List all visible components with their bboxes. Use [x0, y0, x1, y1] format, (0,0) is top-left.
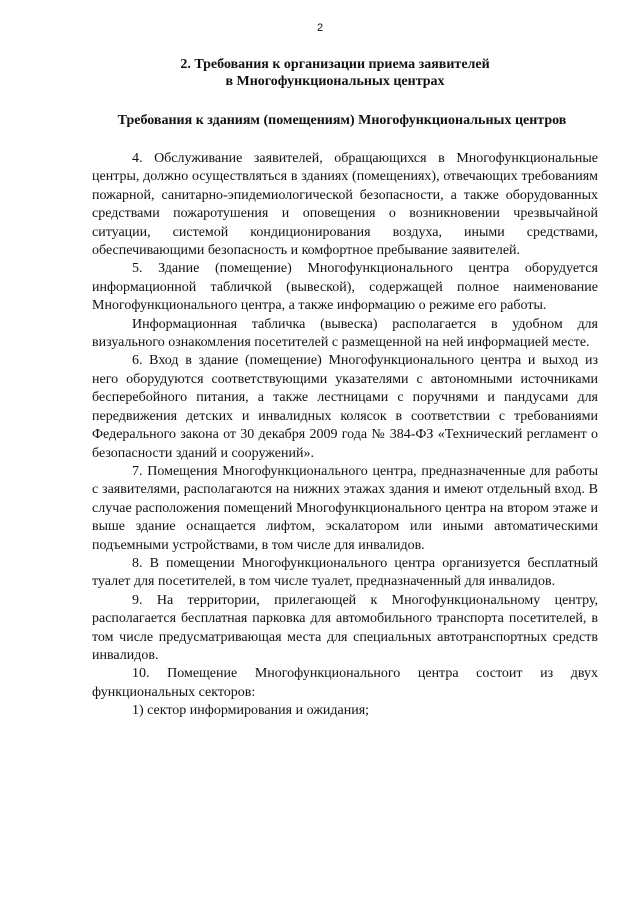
paragraph-4: 4. Обслуживание заявителей, обращающихся в Многофункциональные центры, должно осуществляться в зданиях (помещениях), отвечающих требованиям пожарной, санитарно-эпидемиологической безопасности, а также оборудованных средствами пожаротушения и оповещения о возникновении чрезвычайной ситуации, системой кондиционирования воздуха, иными средствами, обеспечивающими безопасность и комфортное пребывание заявителей. — [92, 151, 598, 259]
section-title — [90, 56, 580, 90]
paragraph-7: 7. Помещения Многофункционального центра, предназначенные для работы с заявителями, располагаются на нижних этажах здания и имеют отдельный вход. В случае расположения помещений Многофункционального центра на втором этаже и выше здание оснащается лифтом, эскалатором или иными автоматическими подъемными устройствами, в том числе для инвалидов. — [92, 463, 598, 553]
paragraph-10: 10. Помещение Многофункционального центра состоит из двух функциональных секторов: — [92, 666, 598, 700]
paragraph-5-continued: Информационная табличка (вывеска) располагается в удобном для визуального ознакомления посетителей с размещенной на ней информацией месте. — [92, 316, 598, 351]
subsection-title: Требования к зданиям (помещениям) Многофункциональных центров — [117, 113, 567, 128]
paragraph-8: 8. В помещении Многофункционального центра организуется бесплатный туалет для посетителей, в том числе туалет, предназначенный для инвалидов. — [92, 555, 598, 590]
section-title-line-2: в Многофункциональных центрах — [225, 74, 445, 89]
paragraph-6: 6. Вход в здание (помещение) Многофункционального центра и выход из него оборудуются соответствующими указателями с автономными источниками бесперебойного питания, а также лестницами с поручнями и пандусами для передвижения детских и инвалидных колясок в соответствии с требованиями Федерального закона от 30 декабря 2009 года № 384-ФЗ «Технический регламент о безопасности зданий и сооружений». — [92, 353, 598, 461]
paragraph-5: 5. Здание (помещение) Многофункционального центра оборудуется информационной табличкой (вывеской), содержащей полное наименование Многофункционального центра, а также информацию о режиме его работы. — [92, 261, 598, 314]
section-title-line-1: 2. Требования к организации приема заявителей — [180, 57, 490, 72]
page-number: 2 — [316, 22, 324, 34]
document-body — [92, 150, 598, 721]
paragraph-9: 9. На территории, прилегающей к Многофункциональному центру, располагается бесплатная парковка для автомобильного транспорта посетителей, в том числе предусматривающая места для специальных автотранспортных средств инвалидов. — [92, 592, 598, 663]
paragraph-10-item-1: 1) сектор информирования и ожидания; — [132, 703, 370, 719]
